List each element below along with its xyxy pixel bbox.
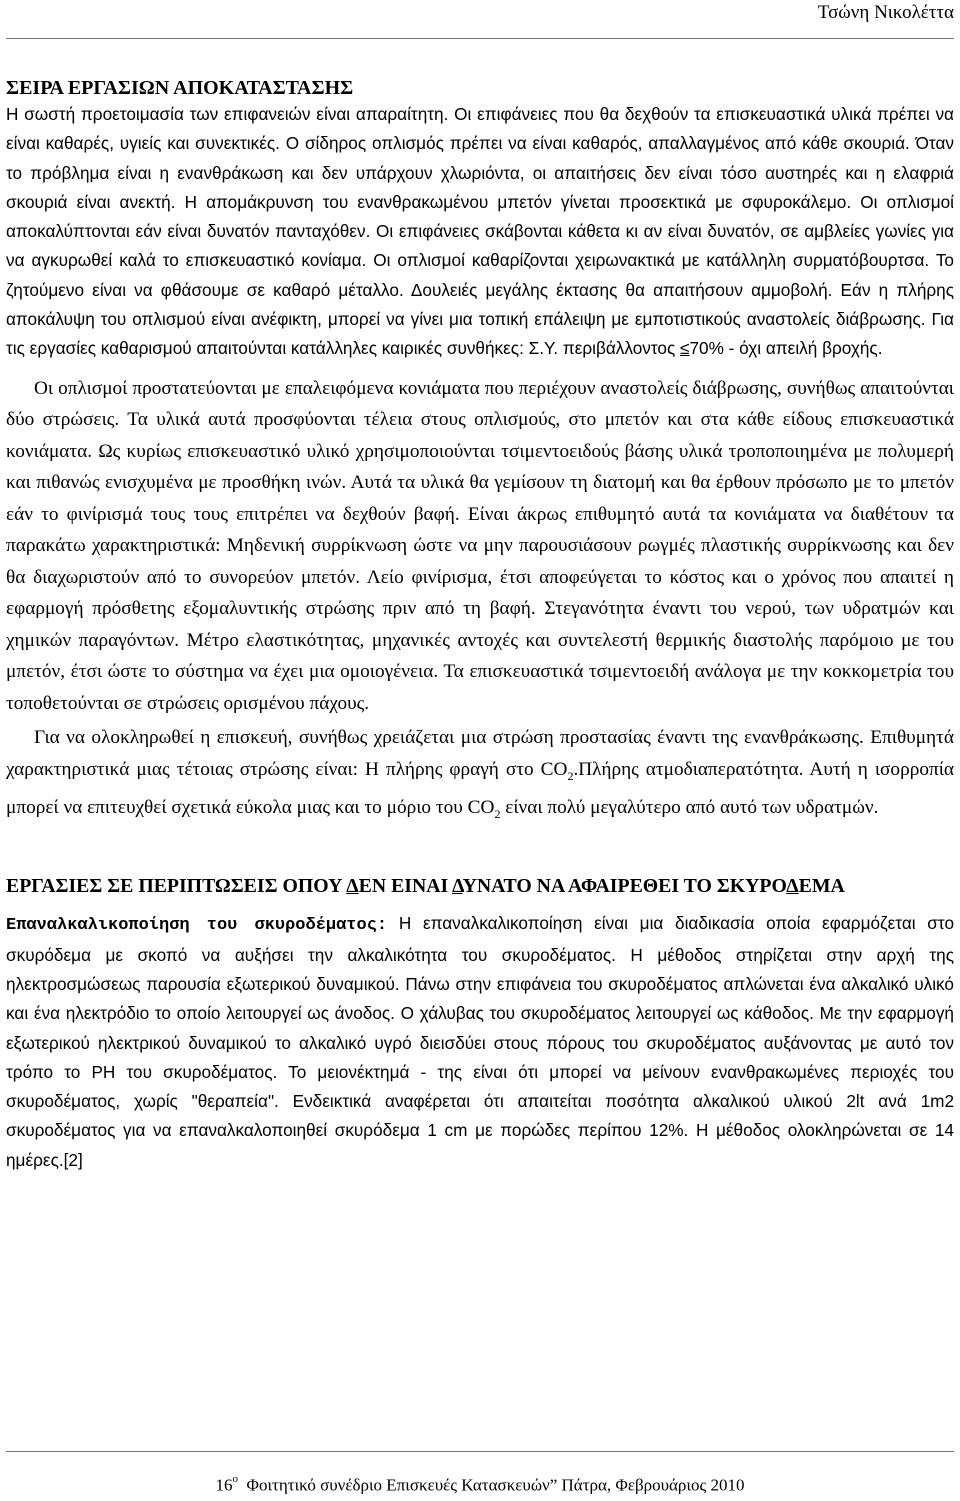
footer-text: Φοιτητικό συνέδριο Επισκευές Κατασκευών” Πάτρα, Φεβρουάριος 2010: [246, 1475, 745, 1495]
term-heading: Επαναλκαλικοποίηση του σκυροδέματος:: [6, 916, 388, 936]
running-footer: [0, 1470, 960, 1497]
subscript-2: 2: [567, 768, 574, 783]
paragraph-protective-coating: Για να ολοκληρωθεί η επισκευή, συνήθως χρειάζεται μια στρώση προστασίας έναντι της ενανθράκωσης. Επιθυμητά χαρακτηριστικά μιας τέτοιας στρώσης είναι: Η πλήρης φραγή στο $CO_2.\Pi\lambda ή\rho\eta\varsigma$ ατμοδιαπερατότητα. Αυτή η ισορροπία μπορεί να επιτευχθεί σχετικά εύκολα μιας και το μόριο του $CO_2$ είναι πολύ μεγαλύτερο από αυτό των υδρατμών.: [6, 727, 954, 821]
document-page: [6, 0, 954, 1175]
header-rule: [6, 38, 954, 39]
running-header: Τσώνη Νικολέττα: [817, 2, 954, 23]
subscript-2: 2: [494, 806, 501, 821]
section-title: ΣΕΙΡΑ ΕΡΓΑΣΙΩΝ ΑΠΟΚΑΤΑΣΤΑΣΗΣ: [6, 77, 354, 99]
less-equal-symbol: ≤: [680, 338, 690, 359]
paragraph-repair-mortars: Οι οπλισμοί προστατεύονται με επαλειφόμενα κονιάματα που περιέχουν αναστολείς διάβρωσης, συνήθως απαιτούνται δύο στρώσεις. Τα υλικά αυτά προσφύονται τέλεια στους οπλισμούς, στο μπετόν και στα κάθε είδους επισκευαστικά κονιάματα. Ως κυρίως επισκευαστικό υλικό χρησιμοποιούνται τσιμεντοειδούς βάσης υλικά τροποποιημένα με πολυμερή και πιθανώς ενισχυμένα με προσθήκη ινών. Αυτά τα υλικά θα γεμίσουν τη διατομή και θα έρθουν πρόσωπο με το μπετόν εάν το φινίρισμά τους τους επιτρέπει να δεχθούν βαφή. Είναι άκρως επιθυμητό αυτά τα κονιάματα να διαθέτουν τα παρακάτω χαρακτηριστικά: Μηδενική συρρίκνωση ώστε να μην παρουσιάσουν ρωγμές πλαστικής συρρίκνωσης και δεν θα διαχωριστούν από το συνορεύον μπετόν. Λείο φινίρισμα, έτσι αποφεύγεται το κόστος και ο χρόνος που απαιτεί η εφαρμογή πρόσθετης εξομαλυντικής στρώσης πριν από τη βαφή. Στεγανότητα έναντι του νερού, των υδρατμών και χημικών παραγόντων. Μέτρο ελαστικότητας, μηχανικές αντοχές και συντελεστή θερμικής διαστολής παρόμοιο με του μπετόν, έτσι ώστε το σύστημα να έχει μια ομοιογένεια. Τα επισκευαστικά τσιμεντοειδή ανάλογα με την κοκκομετρία του τοποθετούνται σε στρώσεις ορισμένου πάχους.: [6, 377, 954, 714]
footer-number: 16: [215, 1475, 233, 1495]
footer-ordinal: ο: [232, 1473, 239, 1485]
section-title: ΕΡΓΑΣΙΕΣ ΣΕ ΠΕΡΙΠΤΩΣΕΙΣ ΟΠΟΥ ΔΕΝ ΕΙΝΑΙ ΔΥΝΑΤΟ ΝΑ ΑΦΑΙΡΕΘΕΙ ΤΟ ΣΚΥΡΟΔΕΜΑ: [6, 875, 845, 898]
footer-rule: [6, 1451, 954, 1452]
paragraph-realkalization: Επαναλκαλικοποίηση του σκυροδέματος: Η επαναλκαλικοποίηση είναι μια διαδικασία οποία εφαρμόζεται στο σκυρόδεμα με σκοπό να αυξήσει την αλκαλικότητα του σκυροδέματος. Η μέθοδος στηρίζεται στην αρχή της ηλεκτροσμώσεως παρουσία εξωτερικού δυναμικού. Πάνω στην επιφάνεια του σκυροδέματος απλώνεται ένα αλκαλικό υλικό και ένα ηλεκτρόδιο το οποίο λειτουργεί ως άνοδος. Ο χάλυβας του σκυροδέματος λειτουργεί ως κάθοδος. Με την εφαρμογή εξωτερικού ηλεκτρικού δυναμικού το αλκαλικό υγρό διεισδύει στους πόρους του σκυροδέματος αυξάνοντας με αυτό τον τρόπο το PH του σκυροδέματος. Το μειονέκτημά - της είναι ότι μπορεί να μείνουν ενανθρακωμένες περιοχές του σκυροδέματος, χωρίς "θεραπεία". Ενδεικτικά αναφέρεται ότι απαιτείται ποσότητα αλκαλικού υλικού 2lt ανά 1m2 σκυροδέματος για να επαναλκαλοποιηθεί σκυρόδεμα 1 cm με πορώδες περίπου 12%. Η μέθοδος ολοκληρώνεται σε 14 ημέρες.[2]: [6, 913, 954, 1170]
paragraph-surface-prep: Η σωστή προετοιμασία των επιφανειών είναι απαραίτητη. Οι επιφάνειες που θα δεχθούν τα επισκευαστικά υλικά πρέπει να είναι καθαρές, υγιείς και συνεκτικές. Ο σίδηρος οπλισμός πρέπει να είναι καθαρός, απαλλαγμένος από κάθε σκουριά. Όταν το πρόβλημα είναι η ενανθράκωση και δεν υπάρχουν χλωριόντα, οι απαιτήσεις δεν είναι τόσο αυστηρές και η ελαφριά σκουριά είναι ανεκτή. Η απομάκρυνση του ενανθρακωμένου μπετόν γίνεται προσεκτικά με σφυροκάλεμο. Οι οπλισμοί αποκαλύπτονται εάν είναι δυνατόν πανταχόθεν. Οι επιφάνειες σκάβονται κάθετα κι αν είναι δυνατόν, σε αμβλείες γωνίες για να αγκυρωθεί καλά το επισκευαστικό κονίαμα. Οι οπλισμοί καθαρίζονται χειρωνακτικά με κατάλληλη συρματόβουρτσα. Το ζητούμενο είναι να φθάσουμε σε καθαρό μέταλλο. Δουλειές μεγάλης έκτασης θα απαιτήσουν αμμοβολή. Εάν η πλήρης αποκάλυψη του οπλισμού είναι ανέφικτη, μπορεί να γίνει μια τοπική επάλειψη με εμποτιστικούς αναστολείς διάβρωσης. Για τις εργασίες καθαρισμού απαιτούνται κατάλληλες καιρικές συνθήκες: Σ.Υ. περιβάλλοντος ≤70% - όχι απειλή βροχής.: [6, 104, 954, 359]
